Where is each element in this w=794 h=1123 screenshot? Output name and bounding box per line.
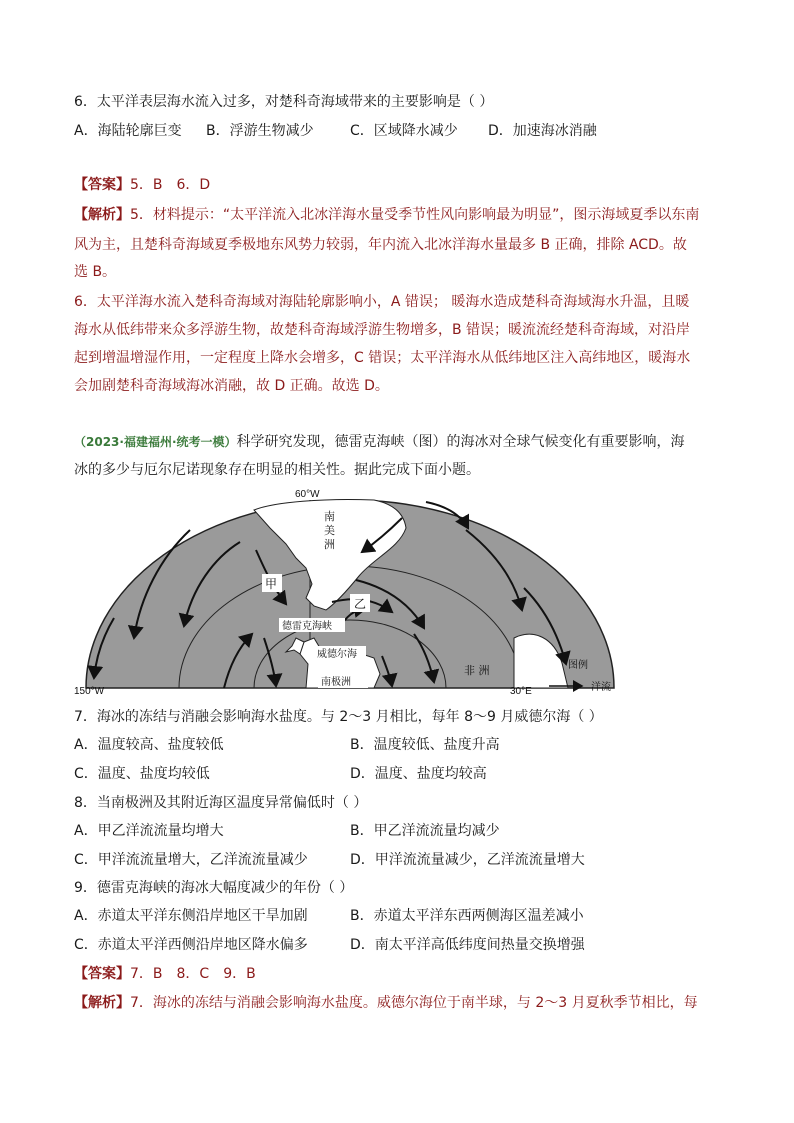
label-south-america-1: 南: [324, 510, 335, 523]
label-weddell: 威德尔海: [317, 649, 357, 660]
q8-stem: 8．当南极洲及其附近海区温度异常偏低时（ ）: [74, 795, 368, 811]
label-south-america-3: 洲: [324, 538, 335, 551]
intro-line-2: 冰的多少与厄尔尼诺现象存在明显的相关性。据此完成下面小题。: [74, 462, 480, 478]
analysis-line-2: 风为主，且楚科奇海域夏季极地东风势力较弱，年内流入北冰洋海水量最多 B 正确，排除 ACD。故: [74, 237, 687, 253]
intro-line-1: （2023·福建福州·统考一模）科学研究发现，德雷克海峡（图）的海冰对全球气候变化有重要影响，海: [74, 434, 685, 450]
label-antarctica: 南极洲: [321, 677, 351, 688]
label-africa: 非 洲: [464, 664, 490, 677]
q6-option-d: D．加速海冰消融: [488, 123, 597, 139]
analysis-line-6: 起到增温增湿作用，一定程度上降水会增多，C 错误；太平洋海水从低纬地区注入高纬地区，暖海水: [74, 350, 691, 366]
q8-option-c: C．甲洋流流量增大，乙洋流流量减少: [74, 852, 308, 868]
q7-option-a: A．温度较高、盐度较低: [74, 737, 224, 753]
answer-tag: 【答案】: [74, 966, 130, 982]
q6-option-b: B．浮游生物减少: [206, 123, 314, 139]
q9-option-d: D．南太平洋高低纬度间热量交换增强: [350, 937, 585, 953]
q7-option-b: B．温度较低、盐度升高: [350, 737, 500, 753]
q6-option-a: A．海陆轮廓巨变: [74, 123, 182, 139]
q9-option-b: B．赤道太平洋东西两侧海区温差减小: [350, 908, 584, 924]
q8-option-b: B．甲乙洋流流量均减少: [350, 823, 500, 839]
answer-tag: 【答案】: [74, 177, 130, 193]
analysis-tag: 【解析】: [74, 995, 130, 1011]
q9-stem: 9．德雷克海峡的海冰大幅度减少的年份（ ）: [74, 880, 354, 896]
q9-option-c: C．赤道太平洋西侧沿岸地区降水偏多: [74, 937, 308, 953]
analysis-line-3: 选 B。: [74, 264, 117, 280]
analysis2-line-1: 【解析】7．海冰的冻结与消融会影响海水盐度。威德尔海位于南半球，与 2～3 月夏秋季节相比，每: [74, 995, 698, 1011]
label-150w: 150°W: [74, 686, 105, 697]
source-label: （2023·福建福州·统考一模）: [74, 435, 237, 449]
answer-text: 7．B 8．C 9．B: [130, 966, 256, 982]
analysis-line-5: 海水从低纬带来众多浮游生物，故楚科奇海域浮游生物增多，B 错误；暖流流经楚科奇海域，对沿岸: [74, 322, 691, 338]
label-south-america-2: 美: [324, 524, 335, 537]
q7-option-c: C．温度、盐度均较低: [74, 766, 210, 782]
analysis-tag: 【解析】: [74, 207, 130, 223]
analysis-line-1: 【解析】5．材料提示：“太平洋流入北冰洋海水量受季节性风向影响最为明显”，图示海域夏季以东南: [74, 207, 700, 223]
q6-stem: 6．太平洋表层海水流入过多，对楚科奇海域带来的主要影响是（ ）: [74, 94, 494, 110]
legend-title: 图例: [568, 660, 588, 671]
legend-item: 洋流: [591, 682, 611, 693]
q6-option-c: C．区域降水减少: [350, 123, 458, 139]
analysis-line-4: 6．太平洋海水流入楚科奇海域对海陆轮廓影响小，A 错误； 暖海水造成楚科奇海域海水升温，且暖: [74, 294, 690, 310]
answer-text: 5．B 6．D: [130, 177, 211, 193]
label-30e: 30°E: [510, 686, 532, 697]
q9-option-a: A．赤道太平洋东侧沿岸地区干旱加剧: [74, 908, 308, 924]
answer-block-1: [74, 175, 210, 195]
label-yi: 乙: [354, 597, 367, 611]
label-jia: 甲: [265, 577, 278, 591]
analysis-line-7: 会加剧楚科奇海域海冰消融，故 D 正确。故选 D。: [74, 378, 389, 394]
drake-passage-map: [74, 488, 634, 698]
q7-stem: 7．海冰的冻结与消融会影响海水盐度。与 2～3 月相比，每年 8～9 月威德尔海（ ）: [74, 709, 603, 725]
label-drake: 德雷克海峡: [282, 621, 332, 632]
q8-option-a: A．甲乙洋流流量均增大: [74, 823, 224, 839]
label-60w: 60°W: [295, 489, 320, 500]
q8-option-d: D．甲洋流流量减少，乙洋流流量增大: [350, 852, 585, 868]
q7-option-d: D．温度、盐度均较高: [350, 766, 487, 782]
answer-block-2: [74, 964, 256, 984]
